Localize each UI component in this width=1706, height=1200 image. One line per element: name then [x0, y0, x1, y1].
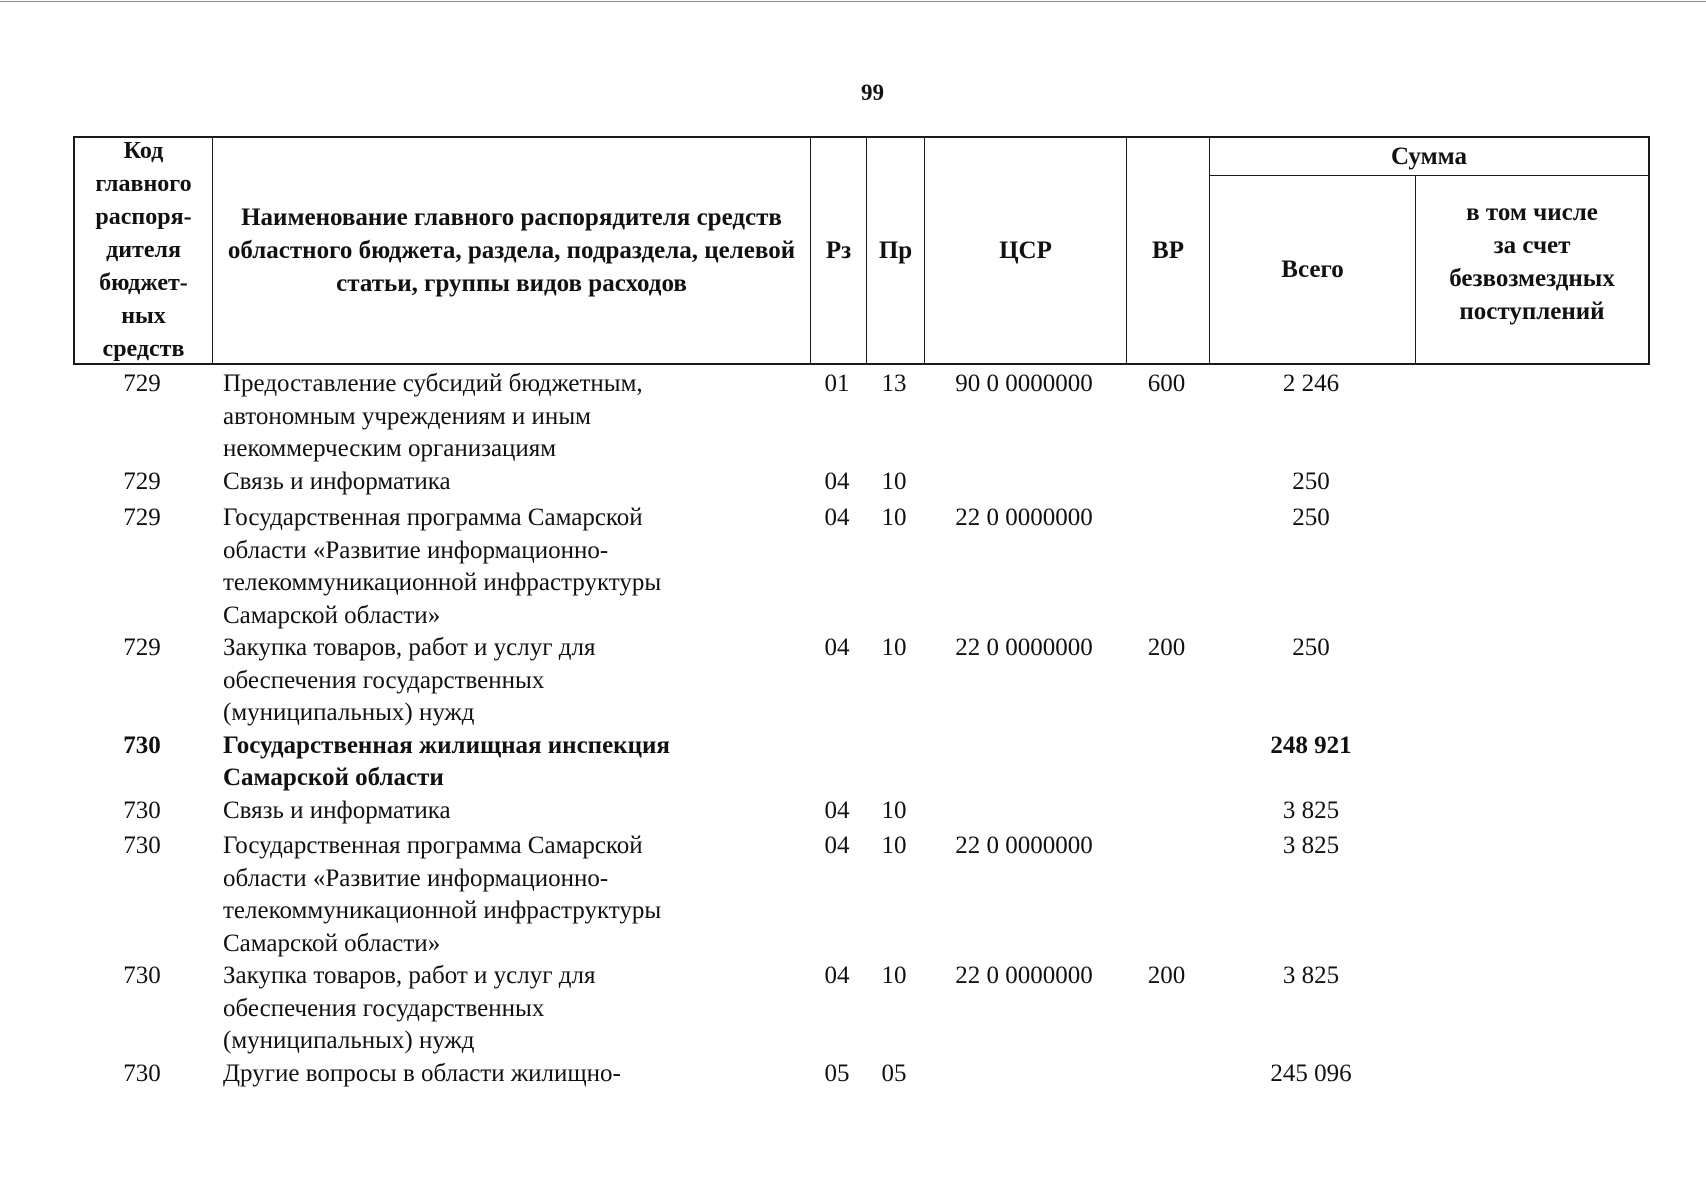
- cell-name: Связь и информатика: [223, 796, 451, 824]
- cell-free: [1414, 502, 1650, 632]
- cell-pr: 10: [881, 962, 907, 989]
- cell-rz: 04: [824, 634, 850, 661]
- cell-pr: 10: [881, 832, 907, 859]
- cell-vr: [1125, 502, 1208, 632]
- cell-csr: 90 0 0000000: [955, 370, 1093, 397]
- cell-vr: [1125, 466, 1208, 499]
- cell-pr: 10: [881, 796, 907, 824]
- cell-csr: 22 0 0000000: [955, 504, 1093, 531]
- table-row: [73, 502, 1650, 632]
- cell-csr: 22 0 0000000: [955, 634, 1093, 661]
- cell-code: 729: [123, 634, 161, 661]
- cell-free: [1414, 1058, 1650, 1091]
- table-row: [73, 1058, 1650, 1091]
- header-rz: Рз: [811, 138, 867, 363]
- header-code: Код главного распоря- дителя бюджет- ных средств: [75, 138, 213, 363]
- cell-rz: 04: [824, 962, 850, 989]
- cell-csr: [923, 1058, 1125, 1091]
- cell-vr: [1125, 1058, 1208, 1091]
- table-row: [73, 368, 1650, 466]
- cell-vr: [1125, 830, 1208, 960]
- cell-code: 730: [123, 832, 161, 859]
- cell-pr: 10: [881, 467, 907, 495]
- cell-code: 730: [123, 962, 161, 989]
- cell-code: 730: [123, 731, 161, 759]
- cell-total: 3 825: [1282, 796, 1340, 824]
- cell-pr: 13: [881, 370, 907, 397]
- cell-total: 250: [1292, 634, 1330, 661]
- header-csr: ЦСР: [925, 138, 1127, 363]
- header-pr: Пр: [867, 138, 925, 363]
- cell-name: Государственная программа Самарской области «Развитие информационно- телекоммуникационной инфраструктуры Самарской области»: [223, 832, 662, 957]
- cell-csr: 22 0 0000000: [955, 832, 1093, 859]
- cell-pr: 10: [881, 504, 907, 531]
- header-name: Наименование главного распорядителя средств областного бюджета, раздела, подраздела, целевой статьи, группы видов расходов: [213, 138, 811, 363]
- cell-pr: 05: [881, 1059, 907, 1087]
- cell-free: [1414, 795, 1650, 828]
- cell-total: 248 921: [1270, 731, 1352, 759]
- cell-rz: 04: [824, 796, 850, 824]
- cell-csr: [923, 466, 1125, 499]
- cell-pr: [865, 730, 923, 795]
- header-sum-group: [1210, 138, 1648, 363]
- header-total: Всего: [1210, 175, 1416, 363]
- table-header: [73, 136, 1650, 365]
- table-row: [73, 960, 1650, 1058]
- cell-csr: [923, 795, 1125, 828]
- cell-vr: 200: [1147, 962, 1186, 989]
- cell-csr: 22 0 0000000: [955, 962, 1093, 989]
- table-row: [73, 795, 1650, 828]
- cell-vr: [1125, 730, 1208, 795]
- cell-name: Государственная жилищная инспекция Самарской области: [223, 731, 670, 791]
- cell-total: 250: [1292, 467, 1330, 495]
- cell-free: [1414, 368, 1650, 466]
- cell-free: [1414, 466, 1650, 499]
- cell-name: Связь и информатика: [223, 467, 451, 495]
- page-number: 99: [861, 80, 884, 105]
- cell-pr: 10: [881, 634, 907, 661]
- cell-code: 730: [123, 796, 161, 824]
- table-row: [73, 730, 1650, 795]
- cell-name: Предоставление субсидий бюджетным, автономным учреждениям и иным некоммерческим организациям: [223, 370, 643, 462]
- table-row: [73, 632, 1650, 730]
- cell-code: 729: [123, 370, 161, 397]
- cell-code: 729: [123, 504, 161, 531]
- cell-csr: [923, 730, 1125, 795]
- header-free-receipts: в том числе за счет безвозмездных поступлений: [1449, 199, 1615, 325]
- table-body: [73, 368, 1650, 1090]
- cell-total: 250: [1292, 504, 1330, 531]
- cell-rz: 01: [824, 370, 850, 397]
- cell-code: 729: [123, 467, 161, 495]
- cell-name: Закупка товаров, работ и услуг для обеспечения государственных (муниципальных) нужд: [223, 962, 596, 1054]
- table-row: [73, 466, 1650, 499]
- cell-rz: 04: [824, 832, 850, 859]
- table-row: [73, 830, 1650, 960]
- top-rule: [0, 1, 1706, 2]
- cell-name: Государственная программа Самарской области «Развитие информационно- телекоммуникационной инфраструктуры Самарской области»: [223, 504, 662, 629]
- cell-free: [1414, 960, 1650, 1058]
- cell-total: 3 825: [1282, 962, 1340, 989]
- cell-vr: 600: [1147, 370, 1186, 397]
- header-vr: ВР: [1127, 138, 1210, 363]
- cell-name: Другие вопросы в области жилищно-: [223, 1059, 621, 1087]
- cell-rz: 04: [824, 467, 850, 495]
- cell-rz: 04: [824, 504, 850, 531]
- cell-rz: [809, 730, 865, 795]
- cell-rz: 05: [824, 1059, 850, 1087]
- cell-total: 3 825: [1282, 832, 1340, 859]
- cell-name: Закупка товаров, работ и услуг для обеспечения государственных (муниципальных) нужд: [223, 634, 596, 726]
- header-sum: Сумма: [1210, 138, 1648, 176]
- cell-code: 730: [123, 1059, 161, 1087]
- cell-free: [1414, 830, 1650, 960]
- cell-vr: [1125, 795, 1208, 828]
- cell-total: 2 246: [1282, 370, 1340, 397]
- cell-total: 245 096: [1270, 1059, 1352, 1087]
- cell-free: [1414, 730, 1650, 795]
- cell-vr: 200: [1147, 634, 1186, 661]
- cell-free: [1414, 632, 1650, 730]
